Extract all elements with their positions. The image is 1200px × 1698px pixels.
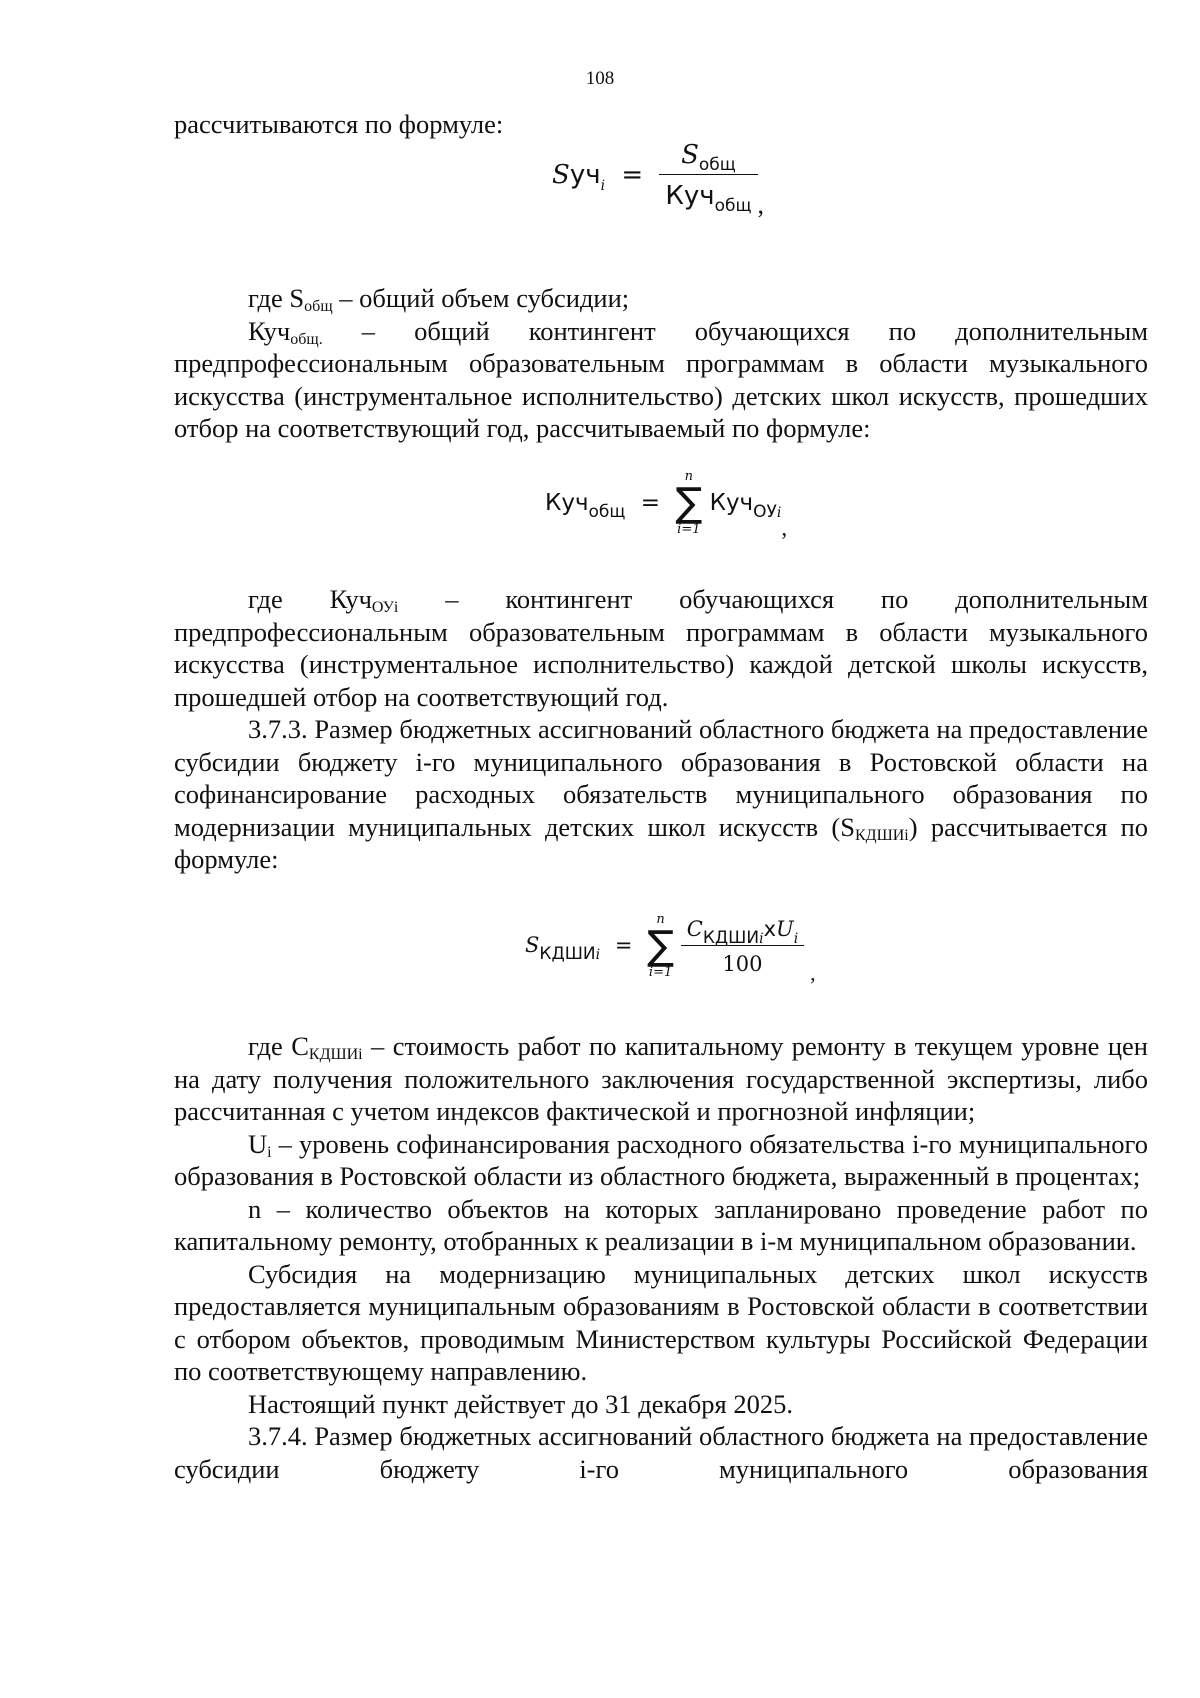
paragraph-u-def: $U_i$ – уровень софинансирования расходного обязательства i-го муниципального образования в Ростовской области из областного бюджета, выраженный в процентах; [174, 1128, 1148, 1191]
page-number: 108 [585, 68, 615, 89]
paragraph-subsidy-modernization: Субсидия на модернизацию муниципальных детских школ искусств предоставляется муниципальным образованиям в Ростовской области в соответствии с отбором объектов, проводимым Министерством культуры Российской Федерации по соответствующему направлению. [174, 1258, 1148, 1386]
sum-operator: n ∑ i=1 [675, 469, 703, 537]
paragraph-c-kdshi-def: где $С_{КДШИi}$ – стоимость работ по капитальному ремонту в текущем уровне цен на дату получения положительного заключения государственной экспертизы, либо рассчитанная с учетом индексов фактической и прогнозной инфляции; [174, 1031, 1148, 1126]
sum-operator: n ∑ i=1 [647, 912, 675, 980]
paragraph-kuch-ou-def: где Куч$_{ОУi}$ – контингент обучающихся по дополнительным предпрофессиональным образовательным программам в области музыкального искусства (инструментальное исполнительство) каждой детской школы искусств, прошедшей отбор на соответствующий год. [174, 584, 1148, 712]
text-block-4 [174, 1030, 1148, 1485]
formula-lhs: Sуч$_i$ [552, 160, 606, 194]
paragraph-s-total-def: где $S_{общ}$ – общий объем субсидии; [248, 283, 630, 315]
formula-lhs: $S_{КДШИi}$ [525, 933, 601, 964]
formula-s-kdshi: $S_{КДШИi}$ = n ∑ i=1 $\frac{C_{КДШИi}xU_i}{100}$ , [525, 912, 816, 985]
paragraph-3-7-4: 3.7.4. Размер бюджетных ассигнований областного бюджета на предоставление субсидии бюджету i-го муниципального образования [174, 1421, 1148, 1484]
paragraph-validity: Настоящий пункт действует до 31 декабря 2025. [248, 1388, 793, 1419]
formula-fraction: $\frac{S_{общ}}{Куч_{общ}}$ [659, 140, 757, 211]
formula-s-uch: Sуч$_i$ = $\frac{S_{общ}}{Куч_{общ}}$ , [552, 140, 764, 219]
formula-fraction: $\frac{C_{КДШИi}xU_i}{100}$ [681, 917, 804, 976]
text-block-1 [174, 108, 1148, 141]
formula-lhs: Куч$_{общ}$ [545, 489, 626, 522]
text-block-3 [174, 583, 1148, 876]
formula-term: Куч$_{ОУi}$ [709, 489, 782, 522]
paragraph-3-7-3: 3.7.3. Размер бюджетных ассигнований областного бюджета на предоставление субсидии бюджету i-го муниципального образования в Ростовской области на софинансирование расходных обязательств муниципального образования по модернизации муниципальных детских школ искусств $(S_{КДШИi})$ рассчитывается по формуле: [174, 714, 1149, 874]
formula-kuch-total: Куч$_{общ}$ = n ∑ i=1 Куч$_{ОУi}$, [545, 469, 788, 541]
paragraph-n-def: n – количество объектов на которых запланировано проведение работ по капитальному ремонту, отобранных к реализации в i-м муниципальном образовании. [174, 1193, 1148, 1256]
paragraph-formula-intro: рассчитываются по формуле: [174, 109, 504, 139]
paragraph-kuch-total-def: Куч$_{общ.}$ – общий контингент обучающихся по дополнительным предпрофессиональным образовательным программам в области музыкального искусства (инструментальное исполнительство) детских школ искусств, прошедших отбор на соответствующий год, рассчитываемый по формуле: [174, 315, 1148, 443]
text-block-2 [174, 282, 1148, 445]
